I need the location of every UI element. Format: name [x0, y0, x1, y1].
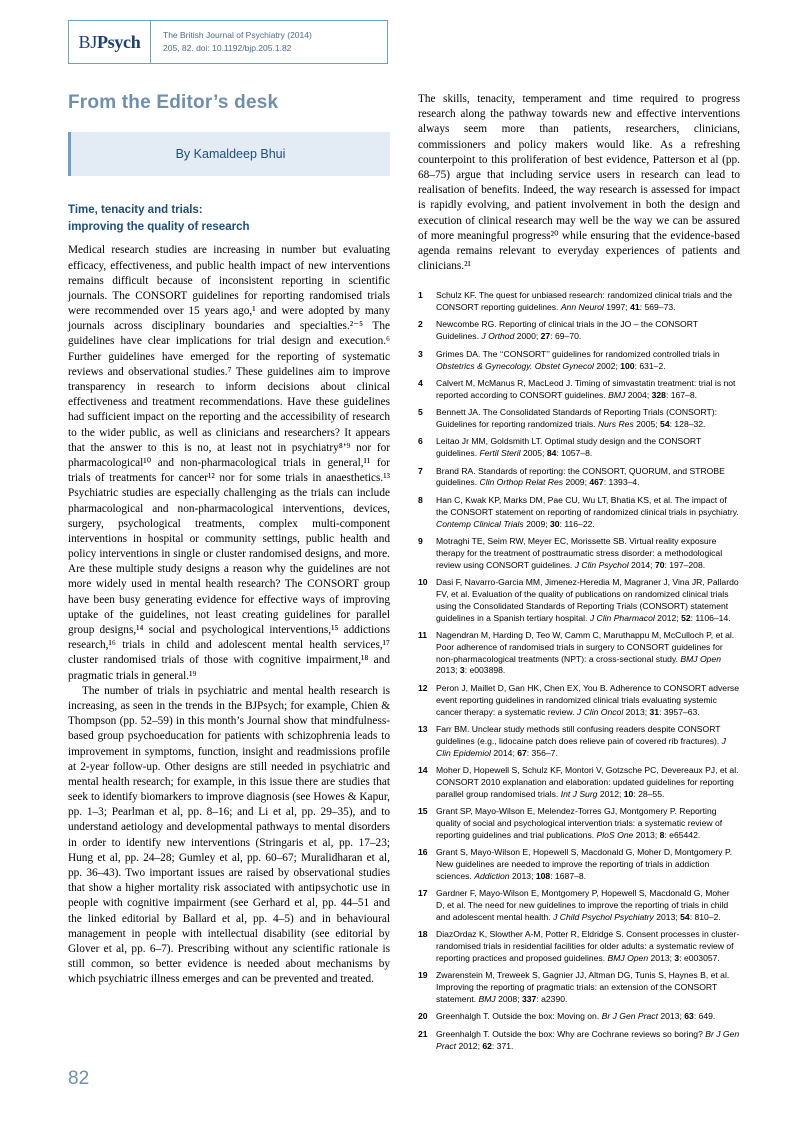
reference-year: 2008; [495, 994, 522, 1005]
reference-year: 2009; [563, 477, 590, 488]
reference-year: 2005; [520, 448, 547, 459]
bjpsych-logo [69, 21, 151, 63]
reference-volume: 52 [681, 612, 691, 623]
reference-pages: : 197–208. [664, 559, 706, 570]
reference-number: 4 [418, 377, 423, 388]
reference-volume: 70 [654, 559, 665, 570]
reference-pages: : 167–8. [665, 389, 697, 400]
reference-journal: Addiction [474, 870, 510, 881]
body-paragraph-2: The number of trials in psychiatric and mental health research is increasing, as seen in the trends in the BJPsych; for example, Chien & Thompson (pp. 52–59) in this month’s Journal show that mindfulness-based group psychoeducation for patients with schizophrenia leads to improvement in symptoms, function, insight and readmissions profile at 2-year follow-up. Other designs are still needed in psychiatric and mental health research; for example, in this issue there are studies that seek to identify biomarkers to improve diagnosis (see Howes & Kapur, pp. 1–3; Pearlman et al, pp. 8–16; and Li et al, pp. 29–35), and to understand aetiology and developmental pathways to mental disorders in order to identify new interventions (Stringaris et al, pp. 17–23; Hung et al, pp. 24–28; Gumley et al, pp. 60–67; Muralidharan et al, pp. 36–43). Two important issues are raised by observational studies that show a higher mortality risk associated with antipsychotic use in people with cognitive impairment (see Gerhard et al, pp. 44–51 and the linked editorial by Ballard et al, pp. 4–5) and in behavioural management in people with intellectual disability (see editorial by Glover et al, pp. 6–7). Prescribing without any scientific rationale is still common, so better evidence is needed about mechanisms by which psychiatric illness emerges and can be prevented and treated. [68, 684, 390, 986]
reference-item [418, 319, 740, 343]
reference-number: 9 [418, 535, 423, 546]
reference-year: 2013; [648, 953, 675, 963]
reference-journal: J Clin Psychol [574, 559, 629, 570]
reference-text: Peron J, Maillet D, Gan HK, Chen EX, You B. Adherence to CONSORT adverse event reporting guidelines in randomized clinical trials evaluating systemic cancer therapy: a systematic review. [436, 682, 740, 717]
logo-bj: BJ [78, 31, 97, 52]
reference-year: 1997; [603, 302, 631, 313]
reference-journal: BMJ Open [607, 953, 649, 963]
reference-volume: 67 [517, 747, 527, 758]
reference-text: Brand RA. Standards of reporting: the CONSORT, QUORUM, and STROBE guidelines. [436, 465, 725, 488]
reference-pages: : 3957–63. [659, 706, 700, 717]
logo-text [79, 32, 141, 53]
section-heading-line-2: improving the quality of research [68, 220, 250, 233]
reference-volume: 8 [659, 829, 665, 840]
reference-volume: 62 [482, 1040, 492, 1051]
reference-year: 2013; [653, 911, 681, 922]
reference-pages: : e003057. [679, 953, 720, 963]
reference-item [418, 349, 740, 373]
reference-year: 2013; [509, 870, 536, 881]
reference-pages: : a2390. [536, 994, 568, 1005]
body-paragraph-1: Medical research studies are increasing in number but evaluating efficacy, effectiveness, and public health impact of new interventions remains difficult because of inconsistent reporting in scientific journals. The CONSORT guidelines for reporting randomised trials were recommended over 15 years ago,¹ and were adopted by many journals across disciplinary boundaries and specialties.²⁻⁵ The guidelines have clear implications for trial design and execution.⁶ Further guidelines have emerged for the reporting of systematic reviews and observational studies.⁷ These guidelines aim to improve transparency in research to inform decisions about clinical effectiveness and treatment recommendations. Have these guidelines had sufficient impact on the reporting and the accessibility of research to the wider public, as well as clinicians and researchers? It appears that the answer to this is no, at least not in psychiatry⁸’⁹ nor for pharmacological¹⁰ and non-pharmacological trials in general,¹¹ for trials of treatments for cancer¹² nor for some trials in anaesthetics.¹³ Psychiatric studies are especially challenging as the trials can include pharmacological and non-pharmacological interventions, devices, surgery, psychological treatments, complex multi-component interventions in hospital or community settings, public health and policy interventions in single or cluster randomised designs, and more. Are these multiple study designs a reason why the guidelines are not more widely used in mental health research? The CONSORT group have been busy generating evidence for effective ways of improving uptake of the guidelines, not least creating guidelines for parallel group designs,¹⁴ social and psychological interventions,¹⁵ addictions research,¹⁶ trials in child and adolescent mental health services,¹⁷ cluster randomised trials of those with cognitive impairment,¹⁸ and pragmatic trials in general.¹⁹ [68, 244, 390, 682]
reference-text: Motraghi TE, Seim RW, Meyer EC, Morissette SB. Virtual reality exposure therapy for the treatment of posttraumatic stress disorder: a methodological review using CONSORT guidelines. [436, 535, 723, 570]
reference-item [418, 847, 740, 883]
reference-year: 2014; [490, 747, 518, 758]
reference-volume: 54 [660, 418, 670, 429]
reference-text: Zwarenstein M, Treweek S, Gagnier JJ, Altman DG, Tunis S, Haynes B, et al. Improving the reporting of pragmatic trials: an extension of the CONSORT statement. [436, 970, 730, 1005]
reference-pages: : 128–32. [669, 418, 706, 429]
reference-volume: 100 [620, 360, 635, 371]
reference-pages: : 631–2. [634, 360, 666, 371]
reference-pages: : 649. [693, 1011, 716, 1022]
section-heading [68, 202, 390, 235]
reference-year: 2009; [523, 518, 550, 529]
reference-journal: J Clin Pharmacol [589, 612, 655, 623]
reference-text: Greenhalgh T. Outside the box: Moving on. [436, 1011, 602, 1022]
page-title: From the Editor’s desk [68, 92, 279, 113]
reference-number: 5 [418, 407, 423, 418]
reference-item [418, 765, 740, 801]
reference-number: 1 [418, 290, 423, 301]
reference-number: 3 [418, 348, 423, 359]
reference-text: Schulz KF. The quest for unbiased research: randomized clinical trials and the CONSORT reporting guidelines. [436, 290, 733, 313]
reference-volume: 41 [630, 302, 640, 313]
reference-journal: J Child Psychol Psychiatry [553, 911, 654, 922]
reference-item [418, 724, 740, 760]
reference-volume: 54 [680, 911, 690, 922]
reference-text: Newcombe RG. Reporting of clinical trials in the JO – the CONSORT Guidelines. [436, 319, 698, 342]
reference-journal: J Orthod [481, 331, 515, 342]
reference-text: DiazOrdaz K, Slowther A-M, Potter R, Eldridge S. Consent processes in cluster-randomised trials in residential facilities for older adults: a systematic review of reporting practices and proposed guidelines. [436, 929, 740, 963]
reference-number: 10 [418, 576, 428, 587]
reference-year: 2013; [436, 665, 460, 676]
reference-number: 7 [418, 465, 423, 476]
reference-pages: : 810–2. [689, 911, 721, 922]
reference-journal: Ann Neurol [560, 302, 604, 313]
reference-volume: 10 [623, 788, 634, 799]
reference-journal: Br J Gen Pract [436, 1028, 740, 1051]
reference-item [418, 630, 740, 677]
masthead-citation [151, 29, 312, 55]
reference-volume: 3 [674, 953, 680, 963]
reference-number: 2 [418, 319, 423, 330]
reference-year: 2014; [628, 559, 655, 570]
reference-year: 2000; [514, 331, 541, 342]
reference-journal: Int J Surg [560, 788, 598, 799]
reference-item [418, 683, 740, 719]
reference-text: Farr BM. Unclear study methods still confusing readers despite CONSORT guidelines (e.g., lidocaine patch does relieve pain of covered rib fractures). [436, 723, 722, 746]
reference-text: Nagendran M, Harding D, Teo W, Camm C, Maruthappu M, McCulloch P, et al. Poor adherence of randomised trials in surgery to CONSORT guidelines for non-pharmacological treatments (NPT): a cross-sectional study. [436, 629, 735, 664]
reference-item [418, 1029, 740, 1053]
reference-number: 18 [418, 929, 428, 940]
reference-journal: Clin Orthop Relat Res [479, 477, 564, 488]
reference-text: Bennett JA. The Consolidated Standards of Reporting Trials (CONSORT): Guidelines for reporting randomized trials. [436, 407, 718, 429]
reference-number: 20 [418, 1011, 428, 1022]
reference-text: Gardner F, Mayo-Wilson E, Montgomery P, Hopewell S, Macdonald G, Moher D, et al. The need for new guidelines to improve the reporting of trials in child and adolescent mental health. [436, 888, 730, 922]
reference-volume: 108 [535, 870, 551, 881]
reference-journal: PloS One [596, 829, 634, 840]
reference-text: Leitao Jr MM, Goldsmith LT. Optimal study design and the CONSORT guidelines. [436, 436, 702, 459]
reference-text: Moher D, Hopewell S, Schulz KF, Montori V, Gotzsche PC, Devereaux PJ, et al. CONSORT 2010 explanation and elaboration: updated guidelines for reporting parallel group randomised trials. [436, 764, 739, 799]
reference-pages: : 569–73. [639, 302, 676, 313]
reference-text: Greenhalgh T. Outside the box: Why are Cochrane reviews so boring? [436, 1028, 706, 1039]
reference-journal: Contemp Clinical Trials [436, 518, 524, 529]
reference-volume: 328 [651, 389, 666, 400]
reference-volume: 31 [649, 706, 660, 717]
reference-journal: BMJ [608, 389, 626, 400]
reference-journal: J Clin Oncol [576, 706, 624, 717]
reference-text: Grant SP, Mayo-Wilson E, Melendez-Torres GJ, Montgomery P. Reporting quality of social and psychological intervention trials: a systematic review of reporting guidelines and trial publications. [436, 806, 723, 840]
reference-year: 2012; [654, 612, 682, 623]
reference-number: 13 [418, 723, 428, 734]
reference-item [418, 495, 740, 531]
reference-list [418, 290, 740, 1052]
reference-volume: 27 [540, 331, 551, 342]
left-column [68, 92, 390, 988]
reference-pages: : 371. [491, 1040, 514, 1051]
reference-item [418, 806, 740, 842]
reference-pages: : 69–70. [550, 331, 582, 342]
reference-pages: : 1057–8. [556, 448, 593, 459]
reference-number: 19 [418, 970, 428, 981]
reference-item [418, 577, 740, 624]
reference-volume: 467 [589, 477, 604, 488]
reference-number: 21 [418, 1028, 428, 1039]
reference-volume: 84 [546, 448, 557, 459]
reference-text: Han C, Kwak KP, Marks DM, Pae CU, Wu LT, Bhatia KS, et al. The impact of the CONSORT statement on reporting of randomized clinical trials in psychiatry. [436, 494, 739, 517]
reference-pages: : 1393–4. [603, 477, 640, 488]
reference-number: 15 [418, 806, 428, 817]
reference-journal: Obstetrics & Gynecology. Obstet Gynecol [436, 360, 594, 371]
reference-year: 2013; [633, 829, 660, 840]
reference-text: Dasi F, Navarro-Garcia MM, Jimenez-Heredia M, Magraner J, Vina JR, Pallardo FV, et al. Evaluation of the quality of publications on randomized clinical trials using the Consolidated Standards of Reporting Trials (CONSORT) statement guidelines in a Spanish tertiary hospital. [436, 576, 739, 623]
masthead-citation-line2: 205, 82. doi: 10.1192/bjp.205.1.82 [163, 43, 292, 53]
reference-pages: : 1106–14. [690, 612, 731, 623]
reference-number: 14 [418, 764, 428, 775]
reference-number: 8 [418, 494, 423, 505]
reference-item [418, 888, 740, 924]
reference-pages: : 356–7. [526, 747, 558, 758]
reference-volume: 3 [459, 665, 465, 676]
reference-number: 11 [418, 629, 428, 640]
reference-number: 6 [418, 436, 423, 447]
reference-number: 16 [418, 847, 428, 858]
reference-item [418, 290, 740, 314]
reference-item [418, 466, 740, 490]
masthead-citation-line1: The British Journal of Psychiatry (2014) [163, 30, 312, 41]
reference-volume: 63 [684, 1011, 694, 1022]
reference-journal: BMJ Open [680, 653, 721, 664]
reference-pages: : 28–55. [633, 788, 665, 799]
reference-journal: J Clin Epidemiol [436, 735, 726, 758]
reference-year: 2005; [633, 418, 661, 429]
reference-volume: 337 [521, 994, 537, 1005]
reference-pages: : e003898. [464, 665, 506, 676]
logo-psych: Psych [96, 31, 141, 52]
reference-pages: : 116–22. [559, 518, 595, 529]
reference-journal: Nurs Res [597, 418, 634, 429]
journal-masthead [68, 20, 388, 64]
reference-text: Grant S, Mayo-Wilson E, Hopewell S, Macdonald G, Moher D, Montgomery P. New guidelines are needed to improve the reporting of trials in addiction sciences. [436, 847, 732, 881]
reference-volume: 30 [550, 518, 560, 529]
reference-number: 12 [418, 682, 428, 693]
reference-year: 2002; [593, 360, 621, 371]
reference-text: Grimes DA. The ‘‘CONSORT’’ guidelines for randomized controlled trials in [436, 348, 720, 359]
author-byline-bar [68, 132, 390, 176]
reference-year: 2004; [625, 389, 652, 400]
section-heading-line-1: Time, tenacity and trials: [68, 204, 203, 216]
reference-year: 2013; [623, 706, 650, 717]
reference-year: 2013; [657, 1011, 685, 1022]
reference-journal: Fertil Steril [479, 448, 521, 459]
page-folio: 82 [68, 1068, 90, 1089]
body-paragraph-3: The skills, tenacity, temperament and time required to progress research along the pathway towards new and effective interventions always seem more than patients, researchers, clinicians, commissioners and policy makers would like. As a refreshing counterpoint to this proliferation of best evidence, Patterson et al (pp. 68–75) argue that including service users in research can lead to realisation of benefits. Indeed, the way research is assessed for impact is rapidly evolving, and patient involvement in both the design and execution of clinical research may well be the way we can be assured of more meaningful progress²⁰ while ensuring that the evidence-based agenda remains relevant to everyday experiences of patients and clinicians.²¹ [418, 93, 740, 273]
reference-item [418, 970, 740, 1006]
reference-journal: Br J Gen Pract [601, 1011, 658, 1022]
author-byline: By Kamaldeep Bhui [175, 147, 286, 161]
reference-item [418, 1011, 740, 1023]
reference-item [418, 929, 740, 965]
reference-text: Calvert M, McManus R, MacLeod J. Timing of simvastatin treatment: trial is not reported according to CONSORT guidelines. [436, 377, 736, 400]
reference-item [418, 407, 740, 431]
reference-pages: : e65442. [664, 829, 701, 840]
reference-item [418, 436, 740, 460]
reference-number: 17 [418, 888, 428, 899]
reference-year: 2012; [597, 788, 624, 799]
reference-year: 2012; [456, 1040, 483, 1051]
reference-pages: : 1687–8. [550, 870, 587, 881]
reference-journal: BMJ [478, 994, 496, 1005]
reference-item [418, 378, 740, 402]
right-column [418, 92, 740, 1069]
reference-item [418, 536, 740, 572]
